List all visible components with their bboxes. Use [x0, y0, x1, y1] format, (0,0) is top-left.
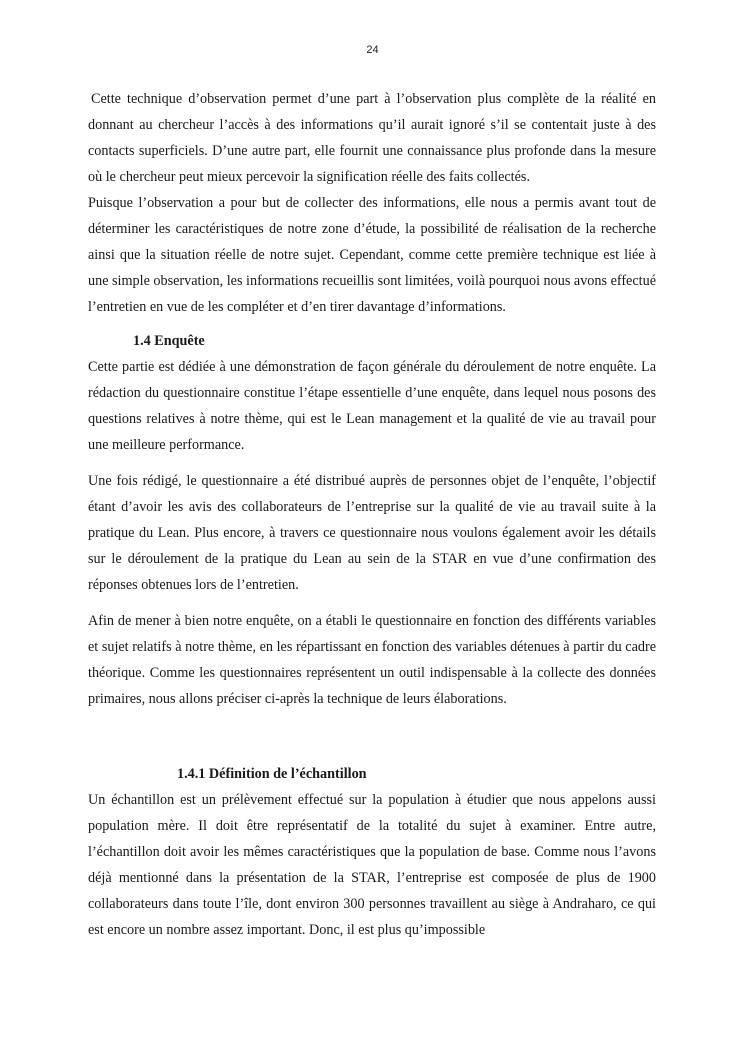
- page-number: 24: [366, 44, 379, 56]
- paragraph-enquete-method: Afin de mener à bien notre enquête, on a établi le questionnaire en fonction des différents variables et sujet relatifs à notre thème, en les répartissant en fonction des variables détenues à partir du cadre théorique. Comme les questionnaires représentent un outil indispensable à la collecte des données primaires, nous allons préciser ci-après la technique de leurs élaborations.: [88, 613, 656, 707]
- paragraph-observation-benefits: Cette technique d’observation permet d’une part à l’observation plus complète de la réalité en donnant au chercheur l’accès à des informations qu’il aurait ignoré s’il se contentait juste à des contacts superficiels. D’une autre part, elle fournit une connaissance plus profonde dans la mesure où le chercheur peut mieux percevoir la signification réelle des faits collectés.: [88, 91, 656, 185]
- paragraph-observation-purpose: Puisque l’observation a pour but de collecter des informations, elle nous a permis avant tout de déterminer les caractéristiques de notre zone d’étude, la possibilité de réalisation de la recherche ainsi que la situation réelle de notre sujet. Cependant, comme cette première technique est liée à une simple observation, les informations recueillis sont limitées, voilà pourquoi nous avons effectué l’entretien en vue de les compléter et d’en tirer davantage d’informations.: [88, 195, 656, 315]
- page-body: [88, 86, 656, 943]
- paragraph-enquete-intro: Cette partie est dédiée à une démonstration de façon générale du déroulement de notre enquête. La rédaction du questionnaire constitue l’étape essentielle d’une enquête, dans lequel nous posons des questions relatives à notre thème, qui est le Lean management et la qualité de vie au travail pour une meilleure performance.: [88, 359, 656, 453]
- subsection-heading-echantillon: 1.4.1 Définition de l’échantillon: [177, 766, 367, 782]
- section-heading-enquete: 1.4 Enquête: [133, 333, 205, 349]
- paragraph-enquete-distribution: Une fois rédigé, le questionnaire a été distribué auprès de personnes objet de l’enquête, l’objectif étant d’avoir les avis des collaborateurs de l’entreprise sur la qualité de vie au travail suite à la pratique du Lean. Plus encore, à travers ce questionnaire nous voulons également avoir les détails sur le déroulement de la pratique du Lean au sein de la STAR en vue d’une confirmation des réponses obtenues lors de l’entretien.: [88, 473, 656, 593]
- paragraph-echantillon-definition: Un échantillon est un prélèvement effectué sur la population à étudier que nous appelons aussi population mère. Il doit être représentatif de la totalité du sujet à examiner. Entre autre, l’échantillon doit avoir les mêmes caractéristiques que la population de base. Comme nous l’avons déjà mentionné dans la présentation de la STAR, l’entreprise est composée de plus de 1900 collaborateurs dans toute l’île, dont environ 300 personnes travaillent au siège à Andraharo, ce qui est encore un nombre assez important. Donc, il est plus qu’impossible: [88, 792, 656, 938]
